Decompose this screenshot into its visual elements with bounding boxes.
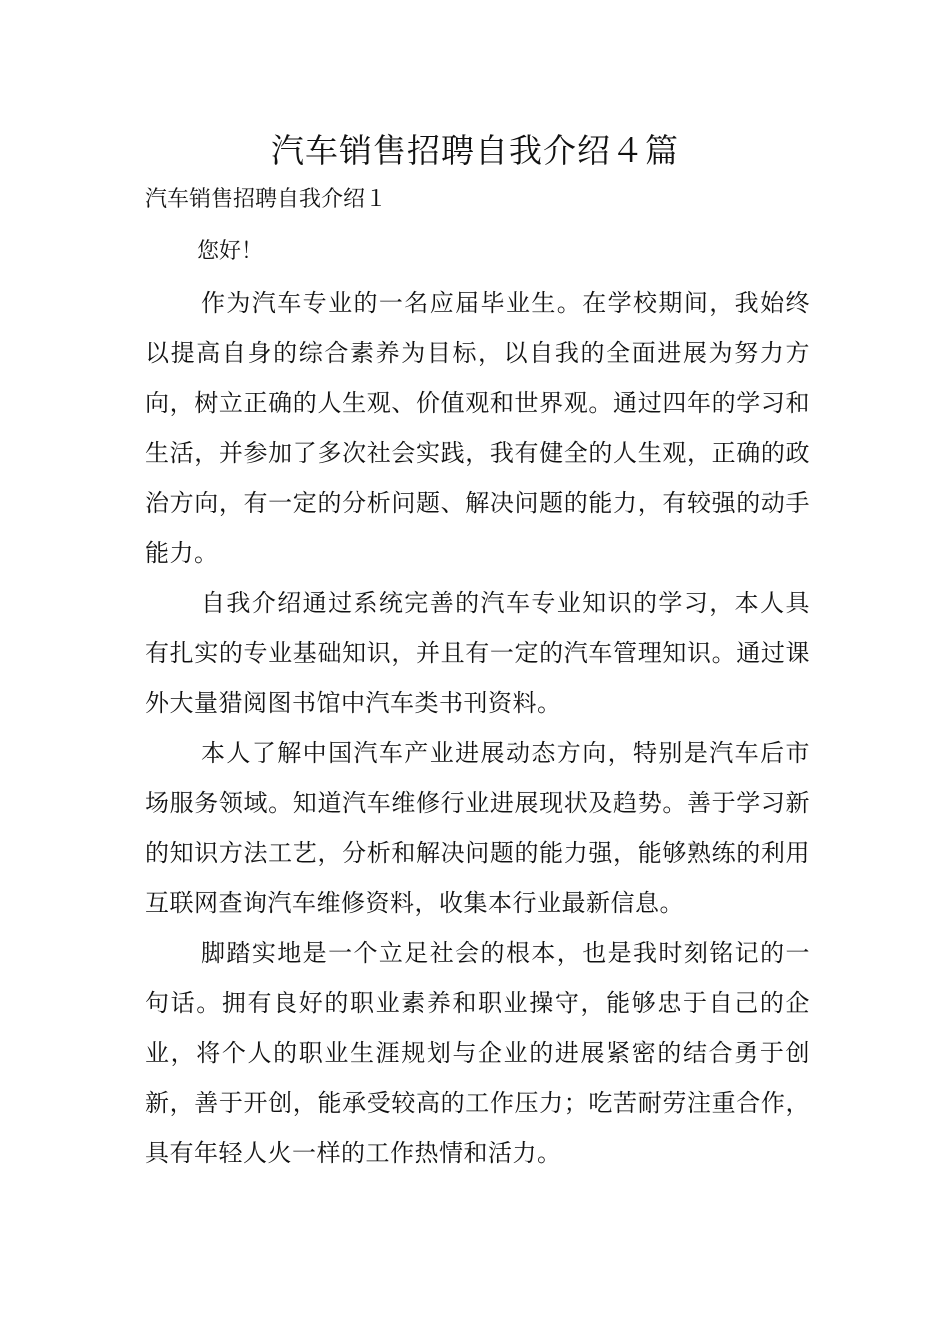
greeting-text: 您好！ [197, 239, 264, 264]
paragraph: 作为汽车专业的一名应届毕业生。在学校期间，我始终以提高自身的综合素养为目标，以自我的全面进展为努力方向，树立正确的人生观、价值观和世界观。通过四年的学习和生活，并参加了多次社会实践，我有健全的人生观，正确的政治方向，有一定的分析问题、解决问题的能力，有较强的动手能力。 [145, 289, 810, 567]
paragraph: 自我介绍通过系统完善的汽车专业知识的学习，本人具有扎实的专业基础知识，并且有一定的汽车管理知识。通过课外大量猎阅图书馆中汽车类书刊资料。 [145, 589, 810, 717]
paragraph: 脚踏实地是一个立足社会的根本，也是我时刻铭记的一句话。拥有良好的职业素养和职业操守，能够忠于自己的企业，将个人的职业生涯规划与企业的进展紧密的结合勇于创新，善于开创，能承受较高的工作压力；吃苦耐劳注重合作，具有年轻人火一样的工作热情和活力。 [145, 939, 810, 1167]
document-body [145, 180, 810, 1178]
paragraph: 本人了解中国汽车产业进展动态方向，特别是汽车后市场服务领域。知道汽车维修行业进展现状及趋势。善于学习新的知识方法工艺，分析和解决问题的能力强，能够熟练的利用互联网查询汽车维修资料，收集本行业最新信息。 [145, 739, 810, 917]
section-heading: 汽车销售招聘自我介绍１ [145, 187, 388, 212]
page-title: 汽车销售招聘自我介绍４篇 [271, 131, 679, 170]
